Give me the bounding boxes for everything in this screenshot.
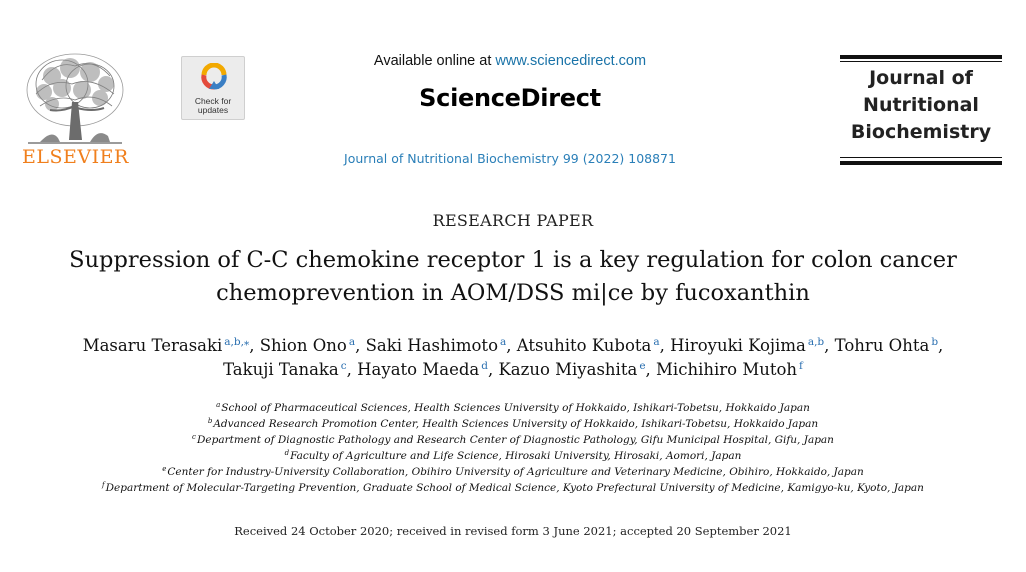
- author-name[interactable]: Kazuo Miyashita $^e$: [498, 360, 646, 379]
- check-for-updates-button[interactable]: [181, 56, 245, 120]
- elsevier-tree-icon: [22, 50, 128, 146]
- affiliation-item: $^f$Department of Molecular-Targeting Prevention, Graduate School of Medical Science, Kyoto Prefectural University of Medicine, Kamigyo-ku, Kyoto, Japan: [102, 481, 924, 494]
- author-name[interactable]: Atsuhito Kubota $^a$: [516, 336, 660, 355]
- elsevier-logo: [22, 50, 128, 170]
- elsevier-wordmark: ELSEVIER: [22, 146, 129, 168]
- journal-citation[interactable]: Journal of Nutritional Biochemistry 99 (2022) 108871: [344, 151, 676, 166]
- author-name[interactable]: Hiroyuki Kojima $^{a,b}$: [670, 336, 825, 355]
- journal-masthead: [840, 55, 1002, 167]
- available-online-prefix: Available online at: [373, 53, 492, 69]
- available-online-line: [310, 53, 710, 69]
- author-name[interactable]: Tohru Ohta $^b$: [834, 336, 939, 355]
- author-name[interactable]: Takuji Tanaka $^c$: [223, 360, 347, 379]
- sciencedirect-link[interactable]: www.sciencedirect.com: [495, 53, 647, 69]
- sciencedirect-wordmark: ScienceDirect: [419, 84, 601, 112]
- check-updates-icon: [200, 63, 228, 93]
- article-title-line-1: Suppression of C-C chemokine receptor 1 is a key regulation for colon cancer: [69, 247, 957, 273]
- affiliation-list: [30, 400, 996, 496]
- author-name[interactable]: Hayato Maeda $^d$: [357, 360, 488, 379]
- article-type: RESEARCH PAPER: [432, 211, 594, 230]
- article-history: Received 24 October 2020; received in revised form 3 June 2021; accepted 20 September 2021: [234, 524, 792, 538]
- check-updates-label-1: Check for: [194, 96, 232, 106]
- affiliation-item: $^b$Advanced Research Promotion Center, Health Sciences University of Hokkaido, Ishikari-Tobetsu, Hokkaido Japan: [207, 417, 819, 430]
- affiliation-item: $^d$Faculty of Agriculture and Life Science, Hirosaki University, Hirosaki, Aomori, Japan: [284, 449, 742, 462]
- article-title: [40, 244, 986, 310]
- journal-title-line-3: Biochemistry: [850, 121, 992, 143]
- affiliation-item: $^c$Department of Diagnostic Pathology and Research Center of Diagnostic Pathology, Gifu Municipal Hospital, Gifu, Japan: [192, 433, 834, 446]
- affiliation-item: $^a$School of Pharmaceutical Sciences, Health Sciences University of Hokkaido, Ishikari-Tobetsu, Hokkaido Japan: [216, 401, 810, 414]
- affiliation-item: $^e$Center for Industry-University Collaboration, Obihiro University of Agriculture and Veterinary Medicine, Obihiro, Hokkaido, Japan: [162, 465, 864, 478]
- author-name[interactable]: Saki Hashimoto $^a$: [365, 336, 507, 355]
- journal-title-line-2: Nutritional: [863, 94, 979, 116]
- author-list: Masaru Terasaki $^{a,b,⁎}$, Shion Ono $^a$, Saki Hashimoto $^a$, Atsuhito Kubota $^a$, Hiroyuki Kojima $^{a,b}$, Tohru Ohta $^b$, Takuji Tanaka $^c$, Hayato Maeda $^d$, Kazuo Miyashita $^e$, Michihiro Mutoh $^f$: [82, 336, 944, 379]
- author-name[interactable]: Masaru Terasaki $^{a,b,⁎}$: [82, 336, 250, 355]
- author-name[interactable]: Michihiro Mutoh $^f$: [656, 360, 803, 379]
- journal-title: [840, 65, 1002, 146]
- author-name[interactable]: Shion Ono $^a$: [259, 336, 356, 355]
- journal-title-line-1: Journal of: [869, 67, 973, 89]
- check-updates-label-2: updates: [197, 105, 229, 115]
- article-title-line-2: chemoprevention in AOM/DSS mi|ce by fucoxanthin: [216, 280, 810, 306]
